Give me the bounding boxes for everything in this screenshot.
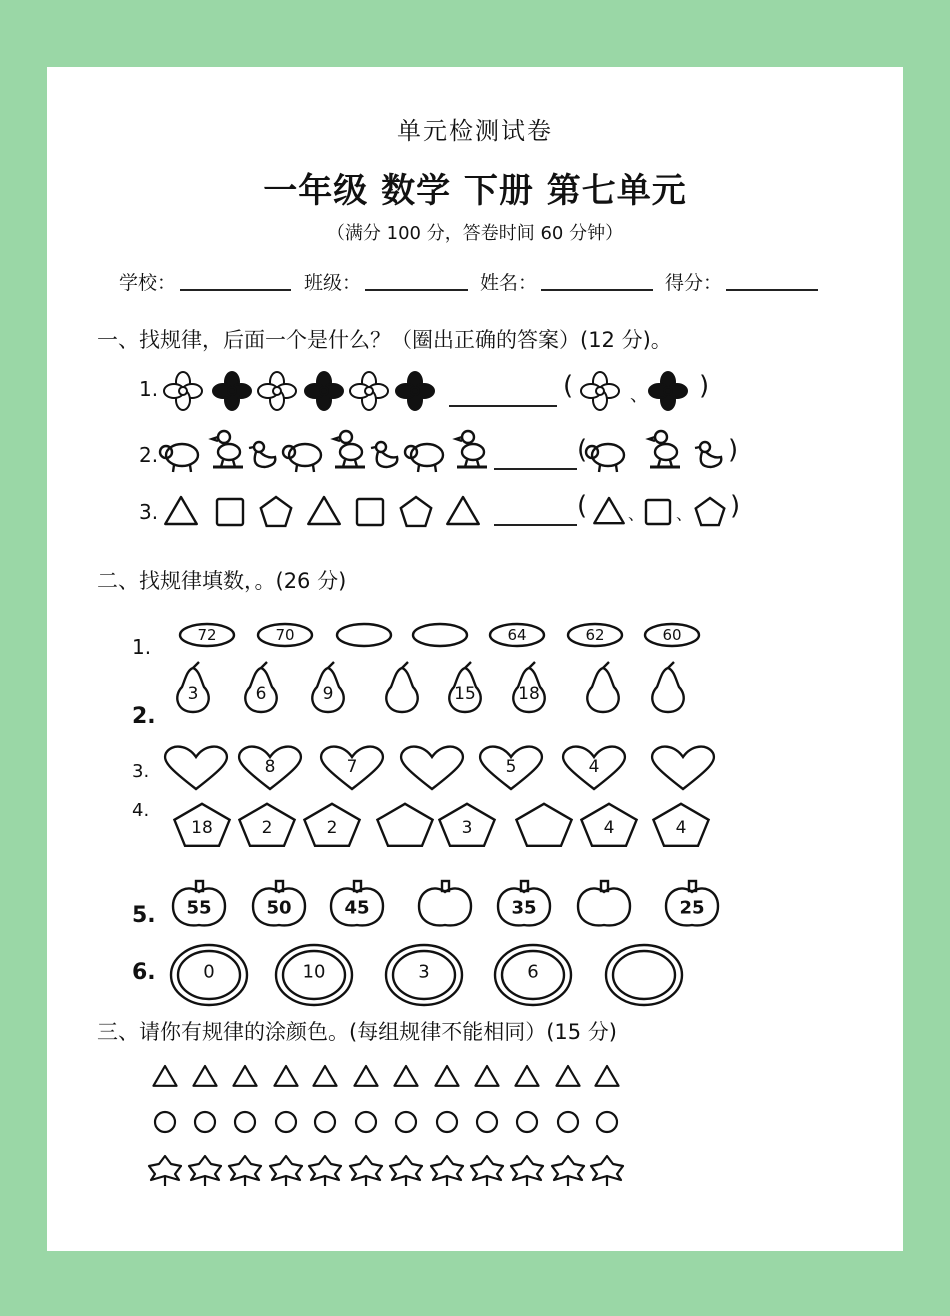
s2-q5-number: 5.	[132, 903, 156, 928]
color-leaf-icon	[309, 1156, 341, 1186]
color-leaf-icon	[390, 1156, 422, 1186]
pentagon-icon	[261, 497, 291, 526]
pentagon-value: 18	[191, 818, 213, 838]
pear-value: 3	[187, 684, 199, 704]
option-square-icon	[646, 500, 670, 524]
color-leaf-icon	[471, 1156, 503, 1186]
filled-flower-icon	[396, 372, 434, 410]
heart-value: 5	[505, 757, 517, 777]
apple-shape	[419, 881, 471, 925]
chick-icon	[212, 431, 243, 467]
option-separator: 、	[675, 504, 693, 524]
color-leaf-icon	[149, 1156, 181, 1186]
color-triangle-icon	[233, 1066, 256, 1086]
apple-value: 50	[266, 897, 292, 919]
s2-q2-number: 2.	[132, 704, 156, 729]
color-circle-icon	[195, 1112, 215, 1132]
color-leaf-icon	[189, 1156, 221, 1186]
sheep-icon	[160, 444, 198, 472]
color-triangle-icon	[515, 1066, 538, 1086]
triangle-icon	[447, 497, 479, 524]
score-label: 得分：	[665, 272, 723, 294]
school-label: 学校：	[119, 272, 177, 294]
pentagon-icon	[401, 497, 431, 526]
worksheet-paper	[47, 67, 903, 1251]
heart-value: 4	[588, 757, 600, 777]
option-sheep-icon	[586, 444, 624, 472]
ring-shape	[606, 945, 682, 1005]
pear-value: 9	[322, 684, 334, 704]
worksheet-title: 一年级 数学 下册 第七单元	[263, 171, 687, 211]
section3-heading: 三、请你有规律的涂颜色。(每组规律不能相同）(15 分)	[97, 1020, 617, 1044]
color-circle-icon	[155, 1112, 175, 1132]
color-triangle-icon	[556, 1066, 579, 1086]
oval-shape	[413, 624, 467, 646]
color-circle-icon	[396, 1112, 416, 1132]
pear-shape	[386, 662, 417, 712]
apple-value: 55	[186, 897, 212, 919]
oval-shape	[337, 624, 391, 646]
apple-shape	[578, 881, 630, 925]
s1-q3-number: 3.	[139, 500, 159, 524]
apple-value: 25	[679, 897, 705, 919]
color-leaf-icon	[591, 1156, 623, 1186]
worksheet-drawings	[47, 67, 903, 1251]
color-triangle-icon	[475, 1066, 498, 1086]
s1-q1-open-paren: (	[563, 371, 574, 401]
triangle-icon	[308, 497, 340, 524]
duck-icon	[249, 442, 275, 467]
color-leaf-icon	[270, 1156, 302, 1186]
oval-value: 60	[662, 626, 682, 644]
color-triangle-icon	[435, 1066, 458, 1086]
pear-shape	[587, 662, 618, 712]
s2-q3-number: 3.	[132, 761, 150, 782]
sheep-icon	[283, 444, 321, 472]
color-triangle-icon	[595, 1066, 618, 1086]
heart-shape	[401, 747, 463, 789]
s2-q6-number: 6.	[132, 960, 156, 985]
section1-heading: 一、找规律，后面一个是什么？（圈出正确的答案）(12 分)。	[97, 328, 672, 352]
outline-flower-icon	[350, 372, 388, 410]
heart-shape	[652, 747, 714, 789]
color-circle-icon	[356, 1112, 376, 1132]
outline-flower-icon	[164, 372, 202, 410]
color-circle-icon	[517, 1112, 537, 1132]
color-circle-icon	[477, 1112, 497, 1132]
color-leaf-icon	[431, 1156, 463, 1186]
s2-q4-number: 4.	[132, 800, 150, 821]
s1-q1-sep: 、	[630, 385, 648, 406]
apple-value: 45	[344, 897, 370, 919]
class-label: 班级：	[304, 272, 362, 294]
option-filled-flower-icon	[649, 372, 687, 410]
color-circle-icon	[315, 1112, 335, 1132]
oval-value: 70	[275, 626, 295, 644]
outline-flower-icon	[258, 372, 296, 410]
s1-q2-open-paren: (	[577, 435, 588, 465]
worksheet-subtitle: 单元检测试卷	[397, 117, 553, 145]
pentagon-value: 3	[461, 818, 473, 838]
color-circle-icon	[235, 1112, 255, 1132]
color-triangle-icon	[394, 1066, 417, 1086]
option-outline-flower-icon	[581, 372, 619, 410]
triangle-icon	[165, 497, 197, 524]
pentagon-value: 2	[261, 818, 273, 838]
oval-value: 62	[585, 626, 605, 644]
color-circle-icon	[597, 1112, 617, 1132]
color-triangle-icon	[313, 1066, 336, 1086]
color-circle-icon	[558, 1112, 578, 1132]
s1-q3-open-paren: (	[577, 491, 588, 521]
s2-q1-number: 1.	[132, 635, 152, 659]
sheep-icon	[405, 444, 443, 472]
color-leaf-icon	[229, 1156, 261, 1186]
pentagon-shape	[377, 804, 432, 846]
ring-value: 10	[302, 961, 326, 983]
chick-icon	[456, 431, 487, 467]
heart-value: 8	[264, 757, 276, 777]
s1-q1-number: 1.	[139, 377, 159, 401]
pentagon-value: 4	[675, 818, 687, 838]
filled-flower-icon	[305, 372, 343, 410]
section2-heading: 二、找规律填数，。(26 分)	[97, 569, 347, 593]
duck-icon	[371, 442, 397, 467]
oval-value: 72	[197, 626, 217, 644]
score-time-note: （满分 100 分，答卷时间 60 分钟）	[326, 223, 624, 244]
square-icon	[217, 499, 243, 525]
square-icon	[357, 499, 383, 525]
s1-q3-close-paren: )	[730, 491, 741, 521]
option-duck-icon	[695, 442, 721, 467]
color-leaf-icon	[350, 1156, 382, 1186]
color-leaf-icon	[511, 1156, 543, 1186]
s1-q2-close-paren: )	[728, 435, 739, 465]
color-triangle-icon	[193, 1066, 216, 1086]
ring-value: 6	[527, 961, 539, 983]
heart-value: 7	[346, 757, 358, 777]
color-leaf-icon	[552, 1156, 584, 1186]
name-label: 姓名：	[480, 272, 538, 294]
s1-q2-number: 2.	[139, 443, 159, 467]
color-triangle-icon	[274, 1066, 297, 1086]
s1-q1-close-paren: )	[699, 371, 710, 401]
color-circle-icon	[437, 1112, 457, 1132]
ring-value: 3	[418, 961, 430, 983]
pentagon-value: 4	[603, 818, 615, 838]
pear-value: 6	[255, 684, 267, 704]
color-triangle-icon	[354, 1066, 377, 1086]
option-chick-icon	[649, 431, 680, 467]
filled-flower-icon	[213, 372, 251, 410]
ring-value: 0	[203, 961, 215, 983]
chick-icon	[334, 431, 365, 467]
pentagon-value: 2	[326, 818, 338, 838]
pear-value: 15	[454, 684, 476, 704]
heart-shape	[165, 747, 227, 789]
option-separator: 、	[627, 504, 645, 524]
pear-value: 18	[518, 684, 540, 704]
oval-value: 64	[507, 626, 527, 644]
option-pentagon-icon	[696, 498, 725, 525]
color-triangle-icon	[153, 1066, 176, 1086]
apple-value: 35	[511, 897, 537, 919]
pentagon-shape	[516, 804, 571, 846]
option-triangle-icon	[594, 498, 623, 523]
color-circle-icon	[276, 1112, 296, 1132]
pear-shape	[652, 662, 683, 712]
